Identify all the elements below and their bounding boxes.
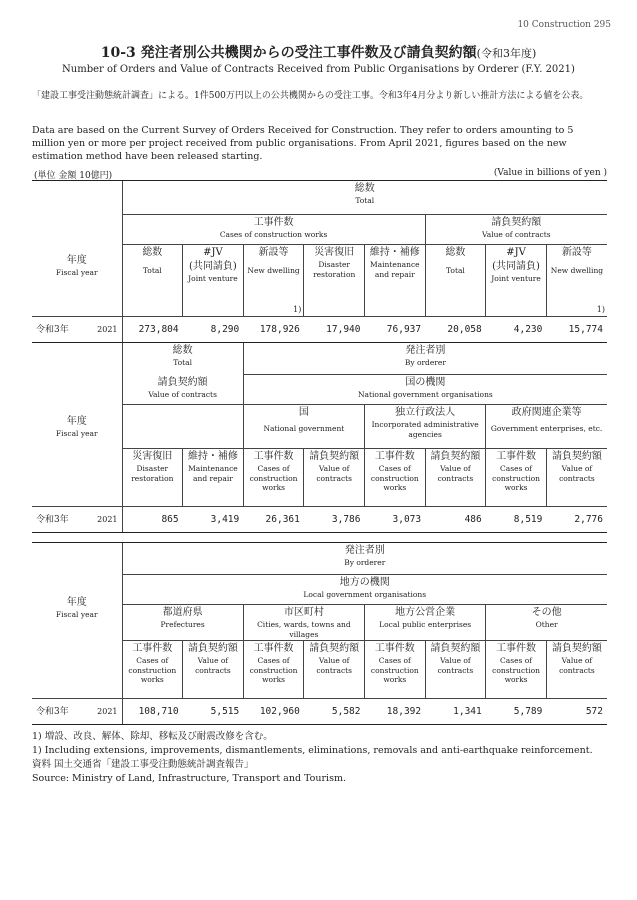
header-cases bbox=[122, 215, 425, 245]
page-header: 10 Construction 295 bbox=[517, 20, 611, 30]
col-header: 総数 Total bbox=[425, 245, 486, 317]
data-cell: 15,774 bbox=[546, 317, 607, 343]
data-cell: 102,960 bbox=[243, 699, 304, 725]
data-cell: 18,392 bbox=[365, 699, 426, 725]
group-header: 国 National government bbox=[243, 405, 364, 449]
data-cell: 572 bbox=[546, 699, 607, 725]
data-cell: 108,710 bbox=[122, 699, 183, 725]
col-header: 工事件数 Cases of construction works bbox=[122, 641, 183, 699]
unit-en: (Value in billions of yen ) bbox=[493, 168, 607, 178]
data-cell: 2,776 bbox=[546, 507, 607, 533]
data-cell: 20,058 bbox=[425, 317, 486, 343]
corner-cell bbox=[32, 343, 122, 405]
data-cell: 5,515 bbox=[183, 699, 244, 725]
header-values-en: Value of contracts bbox=[482, 230, 551, 239]
col-header: 新設等 New dwelling 1) bbox=[243, 245, 304, 317]
unit-jp: (単位 金額 10億円) bbox=[34, 171, 113, 181]
fiscal-year-label: 年度 Fiscal year bbox=[55, 415, 98, 438]
data-cell: 5,789 bbox=[486, 699, 547, 725]
col-header: 工事件数 Cases of construction works bbox=[243, 449, 304, 507]
data-cell: 17,940 bbox=[304, 317, 365, 343]
header-total-jp: 総数 bbox=[354, 183, 375, 194]
data-cell: 5,582 bbox=[304, 699, 365, 725]
col-header: 工事件数 Cases of construction works bbox=[243, 641, 304, 699]
col-header: 請負契約額 Value of contracts bbox=[425, 641, 486, 699]
header-values bbox=[425, 215, 607, 245]
data-cell: 8,519 bbox=[486, 507, 547, 533]
page-title bbox=[0, 42, 637, 62]
fiscal-year-en: Fiscal year bbox=[55, 267, 98, 277]
data-cell: 865 bbox=[122, 507, 183, 533]
source-en: Source: Ministry of Land, Infrastructure, Transport and Tourism. bbox=[32, 773, 346, 784]
corner-cell bbox=[32, 181, 122, 215]
note-en: Data are based on the Current Survey of Orders Received for Construction. They refer to orders amounting to 5 million yen or more per project received from public organisations. From April 2021, figures based on the new estimation method have been released starting. bbox=[32, 125, 574, 162]
header-total: 総数 Total bbox=[122, 343, 243, 375]
col-header: 工事件数 Cases of construction works bbox=[486, 641, 547, 699]
header-total-en: Total bbox=[355, 196, 375, 205]
header-cases-jp: 工事件数 bbox=[253, 217, 294, 228]
footnote-ref: 1) bbox=[293, 305, 302, 314]
col-header: 請負契約額 Value of contracts bbox=[304, 449, 365, 507]
footnote-ref: 1) bbox=[596, 305, 605, 314]
group-header: 市区町村 Cities, wards, towns and villages bbox=[243, 605, 364, 641]
table-row bbox=[32, 699, 607, 725]
col-header: 維持・補修 Maintenance and repair bbox=[183, 449, 244, 507]
col-header: 災害復旧 Disaster restoration bbox=[122, 449, 183, 507]
group-header: 政府関連企業等 Government enterprises, etc. bbox=[486, 405, 607, 449]
footnote-en: 1) Including extensions, improvements, dismantlements, eliminations, removals and anti-earthquake reinforcement. bbox=[32, 745, 593, 756]
data-cell: 76,937 bbox=[365, 317, 426, 343]
col-header: 工事件数 Cases of construction works bbox=[365, 641, 426, 699]
col-header: 請負契約額 Value of contracts bbox=[183, 641, 244, 699]
blank-cell bbox=[122, 405, 243, 449]
header-values-jp: 請負契約額 bbox=[491, 217, 542, 228]
data-cell: 3,073 bbox=[365, 507, 426, 533]
note-jp: 「建設工事受注動態統計調査」による。1件500万円以上の公共機関からの受注工事。令和3年4月分より新しい推計方法による値を公表。 bbox=[32, 91, 589, 101]
col-header: 請負契約額 Value of contracts bbox=[425, 449, 486, 507]
year-cell: 令和3年 2021 bbox=[32, 699, 122, 725]
header-national: 国の機関 National government organisations bbox=[243, 375, 607, 405]
footnote-jp: 1) 増設、改良、解体、除却、移転及び耐震改修を含む。 bbox=[32, 731, 273, 742]
table-row bbox=[32, 317, 607, 343]
data-cell: 1,341 bbox=[425, 699, 486, 725]
data-cell: 26,361 bbox=[243, 507, 304, 533]
col-header: #JV (共同請負) Joint venture bbox=[183, 245, 244, 317]
data-cell: 8,290 bbox=[183, 317, 244, 343]
year-cell: 令和3年 2021 bbox=[32, 317, 122, 343]
title-year: (令和3年度) bbox=[476, 47, 537, 60]
page-subtitle: Number of Orders and Value of Contracts Received from Public Organisations by Orderer (F.Y. 2021) bbox=[62, 64, 575, 75]
fiscal-year-jp: 年度 bbox=[66, 254, 87, 266]
table-national bbox=[32, 342, 607, 533]
col-header: 工事件数 Cases of construction works bbox=[486, 449, 547, 507]
group-header: 独立行政法人 Incorporated administrative agencies bbox=[365, 405, 486, 449]
col-header: 災害復旧 Disaster restoration bbox=[304, 245, 365, 317]
blank-cell bbox=[32, 449, 122, 507]
col-header: 新設等 New dwelling 1) bbox=[546, 245, 607, 317]
fiscal-year-label: 年度 Fiscal year bbox=[55, 596, 98, 619]
header-orderer: 発注者別 By orderer bbox=[122, 543, 607, 575]
col-header: 請負契約額 Value of contracts bbox=[546, 641, 607, 699]
group-header: その他 Other bbox=[486, 605, 607, 641]
fiscal-year-label bbox=[32, 215, 122, 317]
source-jp: 資料 国土交通省「建設工事受注動態統計調査報告」 bbox=[32, 759, 254, 770]
col-header: 請負契約額 Value of contracts bbox=[546, 449, 607, 507]
table-row bbox=[32, 507, 607, 533]
data-cell: 486 bbox=[425, 507, 486, 533]
header-values: 請負契約額 Value of contracts bbox=[122, 375, 243, 405]
col-header: 工事件数 Cases of construction works bbox=[365, 449, 426, 507]
year-cell: 令和3年 2021 bbox=[32, 507, 122, 533]
col-header: 維持・補修 Maintenance and repair bbox=[365, 245, 426, 317]
group-header: 地方公営企業 Local public enterprises bbox=[365, 605, 486, 641]
data-cell: 3,419 bbox=[183, 507, 244, 533]
col-header: 請負契約額 Value of contracts bbox=[304, 641, 365, 699]
data-cell: 4,230 bbox=[486, 317, 547, 343]
header-cases-en: Cases of construction works bbox=[219, 230, 328, 239]
col-header: #JV (共同請負) Joint venture bbox=[486, 245, 547, 317]
corner-cell bbox=[32, 543, 122, 575]
group-header: 都道府県 Prefectures bbox=[122, 605, 243, 641]
data-cell: 273,804 bbox=[122, 317, 183, 343]
header-local: 地方の機関 Local government organisations bbox=[122, 575, 607, 605]
data-cell: 178,926 bbox=[243, 317, 304, 343]
header-orderer: 発注者別 By orderer bbox=[243, 343, 607, 375]
header-total bbox=[122, 181, 607, 215]
blank-cell bbox=[32, 641, 122, 699]
table-total bbox=[32, 180, 607, 343]
table-local bbox=[32, 542, 607, 725]
col-header: 総数 Total bbox=[122, 245, 183, 317]
data-cell: 3,786 bbox=[304, 507, 365, 533]
title-jp: 10-3 発注者別公共機関からの受注工事件数及び請負契約額 bbox=[100, 45, 477, 61]
